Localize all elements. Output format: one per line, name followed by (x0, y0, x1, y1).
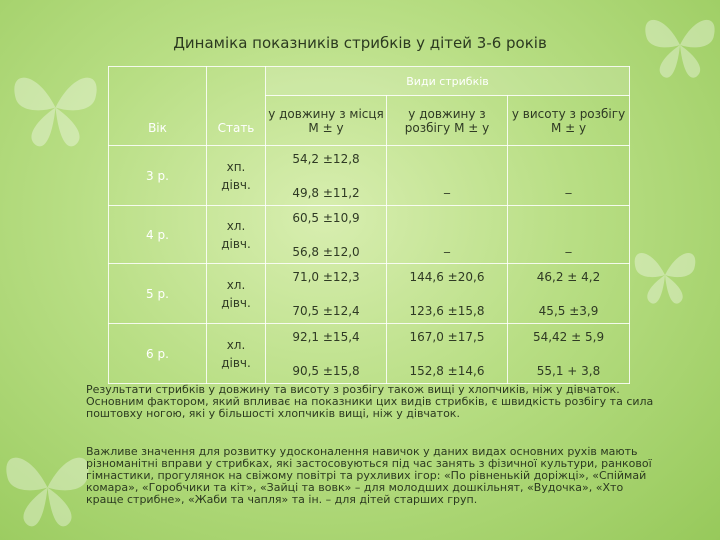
running-high-cell (508, 146, 630, 206)
table-header-row (109, 67, 630, 96)
sex-girls: дівч. (221, 355, 251, 370)
results-paragraph: Результати стрибків у довжину та висоту з розбігу також вищі у хлопчиків, ніж у дівчаток. Основним фактором, який впливає на показники цих видів стрибків, є швидкість розбігу та сила поштовху ногою, які у більшості хлопчиків вищі, ніж у дівчаток. (86, 383, 654, 420)
running-high-cell (508, 264, 630, 324)
running-long-cell (387, 264, 508, 324)
sex-boys: хл. (226, 277, 246, 292)
standing-long-cell (266, 146, 387, 206)
sex-cell (207, 206, 266, 264)
value-boys: 92,1 ±15,4 (292, 329, 360, 344)
running-long-cell (387, 206, 508, 264)
header-running-long-jump: у довжину з розбігу М ± у (387, 96, 508, 146)
age-cell: 4 р. (109, 206, 207, 264)
value-empty: _ (444, 238, 450, 253)
value-girls: 56,8 ±12,0 (292, 244, 360, 259)
header-standing-long-jump: у довжину з місця М ± у (266, 96, 387, 146)
sex-boys: хл. (226, 337, 246, 352)
running-long-cell (387, 324, 508, 384)
butterfly-decoration-icon (630, 240, 700, 310)
header-age: Вік (109, 67, 207, 146)
slide-title: Динаміка показників стрибків у дітей 3-6 років (173, 34, 547, 52)
table-row (109, 264, 630, 324)
value-girls: 152,8 ±14,6 (409, 363, 485, 378)
value-boys: 60,5 ±10,9 (292, 210, 360, 225)
value-boys: 46,2 ± 4,2 (536, 269, 601, 284)
sex-girls: дівч. (221, 295, 251, 310)
value-girls: 49,8 ±11,2 (292, 185, 360, 200)
sex-girls: дівч. (221, 236, 251, 251)
value-boys: 167,0 ±17,5 (409, 329, 485, 344)
age-cell: 5 р. (109, 264, 207, 324)
value-girls: 70,5 ±12,4 (292, 303, 360, 318)
value-boys: 144,6 ±20,6 (409, 269, 485, 284)
standing-long-cell (266, 206, 387, 264)
running-high-cell (508, 206, 630, 264)
sex-girls: дівч. (221, 177, 251, 192)
sex-cell (207, 146, 266, 206)
butterfly-decoration-icon (0, 440, 95, 535)
value-boys: 71,0 ±12,3 (292, 269, 360, 284)
table-row (109, 206, 630, 264)
butterfly-decoration-icon (8, 60, 103, 155)
value-empty: _ (444, 179, 450, 194)
sex-boys: хл. (226, 218, 246, 233)
value-empty: _ (565, 179, 572, 194)
jumps-table (108, 66, 630, 384)
value-girls: 45,5 ±3,9 (538, 303, 599, 318)
value-boys: 54,42 ± 5,9 (532, 329, 605, 344)
header-jump-types: Види стрибків (266, 67, 630, 96)
table-row (109, 324, 630, 384)
sex-cell (207, 324, 266, 384)
header-running-high-jump: у висоту з розбігу М ± у (508, 96, 630, 146)
value-boys: 54,2 ±12,8 (292, 151, 360, 166)
running-long-cell (387, 146, 508, 206)
value-girls: 90,5 ±15,8 (292, 363, 360, 378)
age-cell: 3 р. (109, 146, 207, 206)
sex-boys: хп. (226, 159, 246, 174)
age-cell: 6 р. (109, 324, 207, 384)
standing-long-cell (266, 264, 387, 324)
running-high-cell (508, 324, 630, 384)
header-sex: Стать (207, 67, 266, 146)
standing-long-cell (266, 324, 387, 384)
table-row (109, 146, 630, 206)
sex-cell (207, 264, 266, 324)
value-girls: 55,1 + 3,8 (536, 363, 601, 378)
value-girls: 123,6 ±15,8 (409, 303, 485, 318)
importance-paragraph: Важливе значення для розвитку удосконалення навичок у даних видах основних рухів мають різноманітні вправи у стрибках, які застосовуються під час занять з фізичної культури, ранкової гімнастики, прогулянок на свіжому повітрі та рухливих ігор: «По рівненькій доріжці», «Спіймай комара», «Горобчики та кіт», «Зайці та вовк» – для молодших дошкільнят, «Вудочка», «Хто краще стрибне», «Жаби та чапля» та ін. – для дітей старших груп. (86, 445, 652, 506)
value-empty: _ (565, 238, 572, 253)
